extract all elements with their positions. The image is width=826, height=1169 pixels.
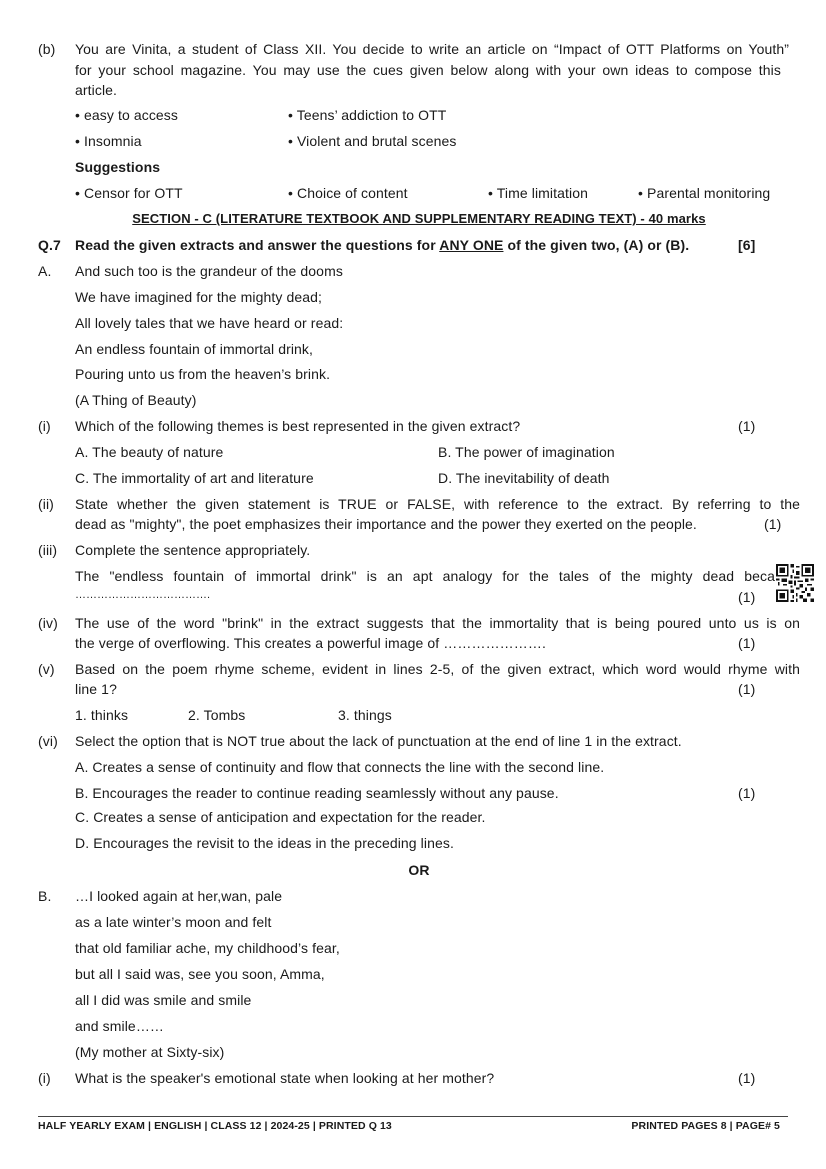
cue-text: Teens’ addiction to OTT xyxy=(296,107,447,123)
poem-line: but all I said was, see you soon, Amma, xyxy=(75,966,325,982)
poem-title: (A Thing of Beauty) xyxy=(75,392,197,408)
question-text: dead as "mighty", the poet emphasizes their importance and the power they exerted on the people. xyxy=(75,516,697,532)
poem-title: (My mother at Sixty-six) xyxy=(75,1044,225,1060)
cue-item: • Insomnia xyxy=(75,133,142,149)
suggestion-text: Time limitation xyxy=(496,185,588,201)
poem-line: all I did was smile and smile xyxy=(75,992,252,1008)
poem-line: that old familiar ache, my childhood’s fear, xyxy=(75,940,340,956)
question-text-part: of the given two, (A) or (B). xyxy=(507,237,690,253)
option: D. Encourages the revisit to the ideas in the preceding lines. xyxy=(75,835,454,851)
marks: [6] xyxy=(738,237,756,253)
question-number: (b) xyxy=(38,41,56,57)
question-number: Q.7 xyxy=(38,237,61,253)
question-number: (i) xyxy=(38,1070,51,1086)
suggestion-text: Parental monitoring xyxy=(647,185,771,201)
option: 3. things xyxy=(338,707,392,723)
suggestion-text: Choice of content xyxy=(297,185,408,201)
question-text: Select the option that is NOT true about the lack of punctuation at the end of line 1 in the extract. xyxy=(75,733,682,749)
or-divider: OR xyxy=(408,862,430,878)
question-text: The use of the word "brink" in the extract suggests that the immortality that is being poured unto us is on xyxy=(75,615,800,631)
option: C. The immortality of art and literature xyxy=(75,470,314,486)
question-text: the verge of overflowing. This creates a powerful image of …………………. xyxy=(75,635,546,651)
option: 1. thinks xyxy=(75,707,129,723)
marks: (1) xyxy=(738,589,756,605)
marks: (1) xyxy=(738,681,756,697)
poem-line: and smile…… xyxy=(75,1018,165,1034)
marks: (1) xyxy=(764,516,782,532)
poem-line: An endless fountain of immortal drink, xyxy=(75,341,314,357)
answer-blank: ………………………………. xyxy=(75,589,211,601)
option: B. Encourages the reader to continue reading seamlessly without any pause. xyxy=(75,785,559,801)
question-text: article. xyxy=(75,82,118,98)
poem-line: We have imagined for the mighty dead; xyxy=(75,289,323,305)
section-heading: SECTION - C (LITERATURE TEXTBOOK AND SUPPLEMENTARY READING TEXT) - 40 marks xyxy=(132,211,706,226)
question-text: Which of the following themes is best represented in the given extract? xyxy=(75,418,521,434)
marks: (1) xyxy=(738,1070,756,1086)
option: C. Creates a sense of anticipation and expectation for the reader. xyxy=(75,809,486,825)
footer-right: PRINTED PAGES 8 | PAGE# 5 xyxy=(631,1120,780,1132)
suggestion-item: • Censor for OTT xyxy=(75,185,183,201)
marks: (1) xyxy=(738,418,756,434)
marks: (1) xyxy=(738,785,756,801)
suggestion-text: Censor for OTT xyxy=(84,185,183,201)
option: D. The inevitability of death xyxy=(438,470,610,486)
option: A. Creates a sense of continuity and flow that connects the line with the second line. xyxy=(75,759,605,775)
extract-label: A. xyxy=(38,263,52,279)
option: A. The beauty of nature xyxy=(75,444,224,460)
suggestion-item: • Choice of content xyxy=(288,185,408,201)
option: 2. Tombs xyxy=(188,707,246,723)
cue-item: • easy to access xyxy=(75,107,178,123)
question-number: (v) xyxy=(38,661,55,677)
option: B. The power of imagination xyxy=(438,444,615,460)
question-number: (vi) xyxy=(38,733,58,749)
question-number: (iii) xyxy=(38,542,58,558)
suggestion-item: • Time limitation xyxy=(488,185,588,201)
question-text: line 1? xyxy=(75,681,117,697)
question-text: What is the speaker's emotional state when looking at her mother? xyxy=(75,1070,495,1086)
question-text: You are Vinita, a student of Class XII. You decide to write an article on “Impact of OTT Platforms on Youth” xyxy=(75,41,789,57)
footer-divider xyxy=(38,1116,788,1117)
question-number: (iv) xyxy=(38,615,58,631)
qr-code-icon xyxy=(776,563,814,603)
question-number: (i) xyxy=(38,418,51,434)
footer-left: HALF YEARLY EXAM | ENGLISH | CLASS 12 | 2024-25 | PRINTED Q 13 xyxy=(38,1120,392,1132)
question-number: (ii) xyxy=(38,496,54,512)
poem-line: All lovely tales that we have heard or read: xyxy=(75,315,344,331)
suggestions-heading: Suggestions xyxy=(75,159,161,175)
question-text: Complete the sentence appropriately. xyxy=(75,542,311,558)
question-text: Based on the poem rhyme scheme, evident in lines 2-5, of the given extract, which word would rhyme with xyxy=(75,661,800,677)
poem-line: as a late winter’s moon and felt xyxy=(75,914,272,930)
cue-text: Violent and brutal scenes xyxy=(297,133,457,149)
poem-line: And such too is the grandeur of the dooms xyxy=(75,263,343,279)
question-text-part: Read the given extracts and answer the questions for xyxy=(75,237,436,253)
emphasis-text: ANY ONE xyxy=(439,237,504,253)
cue-item: • Violent and brutal scenes xyxy=(288,133,457,149)
marks: (1) xyxy=(738,635,756,651)
extract-label: B. xyxy=(38,888,52,904)
question-text: The "endless fountain of immortal drink" is an apt analogy for the tales of the mighty dead beca xyxy=(75,568,775,584)
cue-text: easy to access xyxy=(84,107,178,123)
suggestion-item: • Parental monitoring xyxy=(638,185,771,201)
question-text: for your school magazine. You may use the cues given below along with your own ideas to compose this xyxy=(75,62,781,78)
cue-text: Insomnia xyxy=(84,133,142,149)
question-text: State whether the given statement is TRUE or FALSE, with reference to the extract. By referring to the xyxy=(75,496,800,512)
poem-line: Pouring unto us from the heaven’s brink. xyxy=(75,366,331,382)
cue-item: • Teens’ addiction to OTT xyxy=(288,107,447,123)
poem-line: …I looked again at her,wan, pale xyxy=(75,888,283,904)
question-text xyxy=(75,236,689,254)
